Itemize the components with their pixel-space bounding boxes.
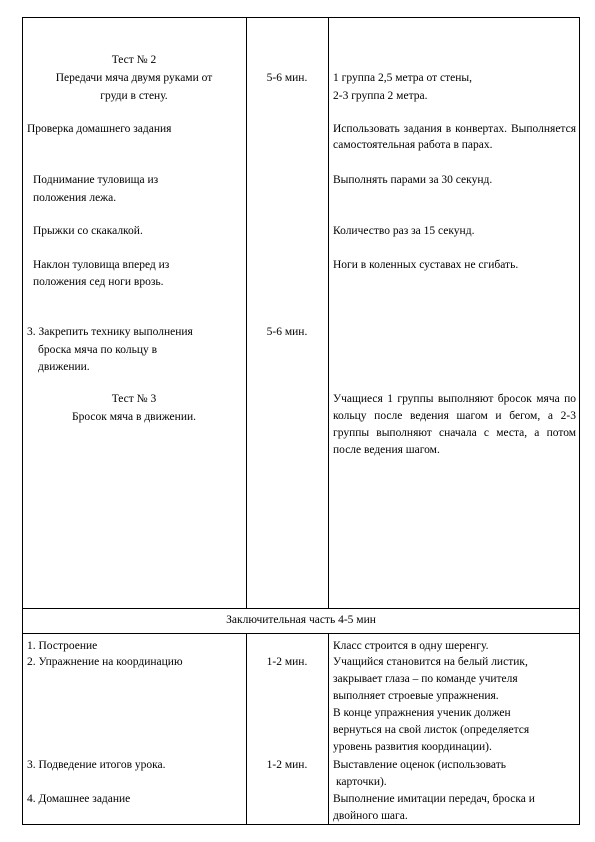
rope-label: Прыжки со скакалкой. <box>33 225 143 237</box>
section-header-final: Заключительная часть 4-5 мин <box>226 614 376 626</box>
test2-note-line2: 2-3 группа 2 метра. <box>333 90 428 102</box>
homework-check-note: Использовать задания в конвертах. Выполняется самостоятельная работа в парах. <box>333 123 576 151</box>
test2-note-line1: 1 группа 2,5 метра от стены, <box>333 72 472 84</box>
final-row2-note-line4: В конце упражнения ученик должен <box>333 707 511 719</box>
bend-line2: положения сед ноги врозь. <box>33 276 164 288</box>
item3-line2: броска мяча по кольцу в <box>38 344 158 356</box>
final-row1-label: 1. Построение <box>27 640 98 652</box>
table-border-bottom <box>22 824 580 825</box>
final-row2-label: 2. Упражнение на координацию <box>27 656 183 668</box>
test3-description: Бросок мяча в движении. <box>71 411 196 423</box>
bend-line1: Наклон туловища вперед из <box>33 259 170 271</box>
final-row3-note-line2: карточки). <box>336 776 387 788</box>
final-row4-note-line1: Выполнение имитации передач, броска и <box>333 793 535 805</box>
test2-time: 5-6 мин. <box>266 72 308 84</box>
test2-title: Тест № 2 <box>111 54 157 66</box>
final-row4-note-line2: двойного шага. <box>333 810 408 822</box>
item3-time: 5-6 мин. <box>266 326 308 338</box>
final-row2-note-line3: выполняет строевые упражнения. <box>333 690 499 702</box>
situps-note: Выполнять парами за 30 секунд. <box>333 174 493 186</box>
test2-description-line1: Передачи мяча двумя руками от <box>55 72 213 84</box>
column-divider-2-lower <box>328 633 329 825</box>
final-row3-note-line1: Выставление оценок (использовать <box>333 759 506 771</box>
final-row2-time: 1-2 мин. <box>266 656 308 668</box>
situps-line1: Поднимание туловища из <box>33 174 159 186</box>
section-divider-bottom <box>22 633 580 634</box>
item3-line1: 3. Закрепить технику выполнения <box>27 326 193 338</box>
rope-note: Количество раз за 15 секунд. <box>333 225 475 237</box>
table-border-right <box>579 17 580 825</box>
column-divider-1-upper <box>246 17 247 608</box>
final-row2-note-line1: Учащийся становится на белый листик, <box>333 656 528 668</box>
situps-line2: положения лежа. <box>33 192 117 204</box>
bend-note: Ноги в коленных суставах не сгибать. <box>333 259 519 271</box>
table-border-left <box>22 17 23 825</box>
table-border-top <box>22 17 580 18</box>
column-divider-1-lower <box>246 633 247 825</box>
final-row2-note-line6: уровень развития координации). <box>333 741 492 753</box>
final-row2-note-line2: закрывает глаза – по команде учителя <box>333 673 518 685</box>
final-row3-label: 3. Подведение итогов урока. <box>27 759 166 771</box>
column-divider-2-upper <box>328 17 329 608</box>
homework-check-label: Проверка домашнего задания <box>27 123 172 135</box>
final-row3-time: 1-2 мин. <box>266 759 308 771</box>
item3-line3: движении. <box>38 361 90 373</box>
test3-note: Учащиеся 1 группы выполняют бросок мяча по кольцу после ведения шагом и бегом, а 2-3 группы выполняют сначала с места, а потом после ведения шагом. <box>333 393 576 456</box>
final-row1-note: Класс строится в одну шеренгу. <box>333 640 489 652</box>
final-row4-label: 4. Домашнее задание <box>27 793 131 805</box>
final-row2-note-line5: вернуться на свой листок (определяется <box>333 724 530 736</box>
test3-title: Тест № 3 <box>111 393 157 405</box>
test2-description-line2: груди в стену. <box>100 90 168 102</box>
section-divider-top <box>22 608 580 609</box>
